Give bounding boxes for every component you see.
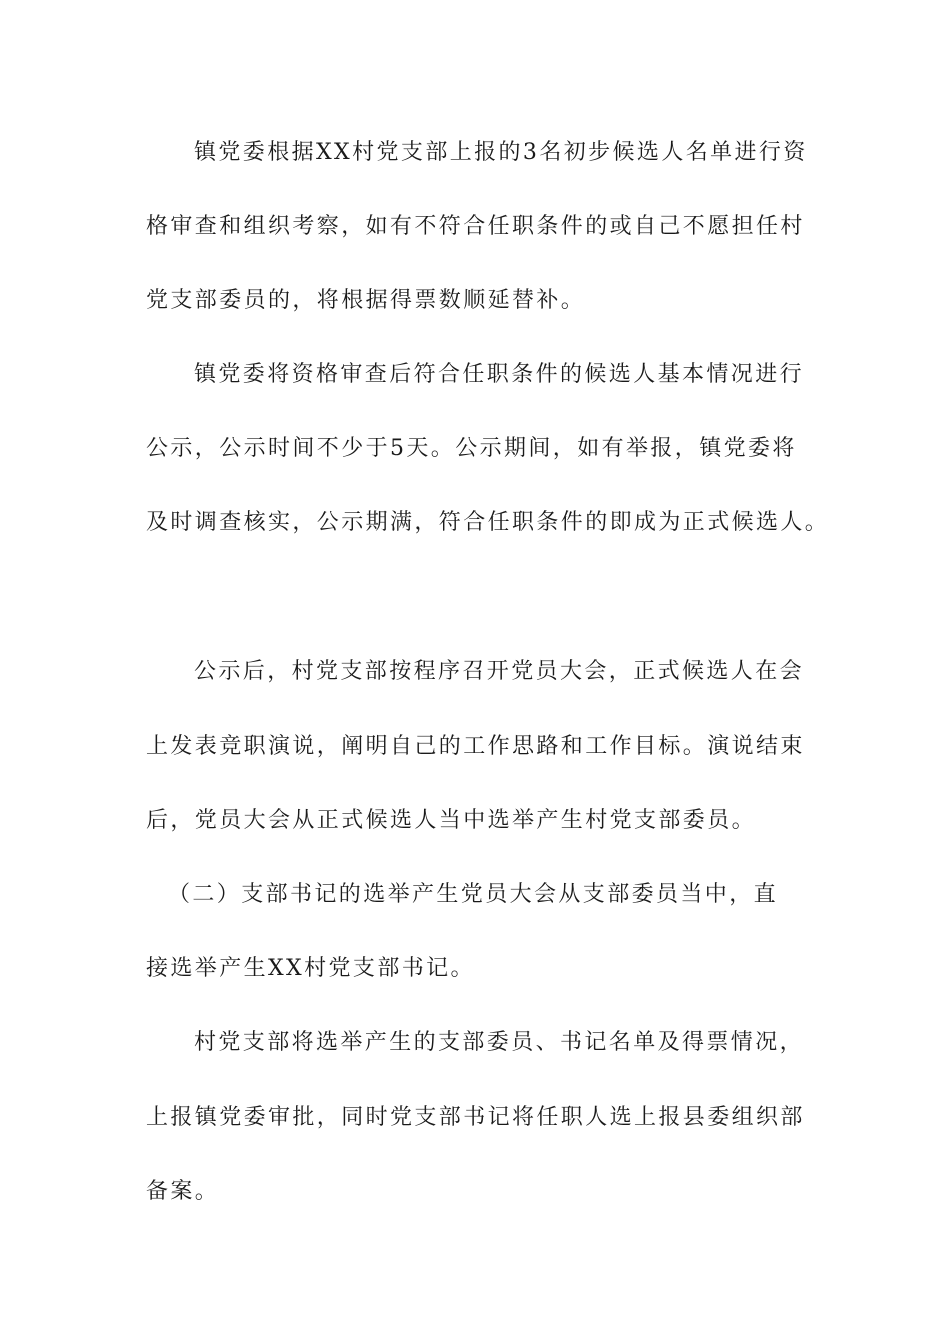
paragraph-line: （二）支部书记的选举产生党员大会从支部委员当中，直 <box>168 882 779 907</box>
paragraph-line: 公示，公示时间不少于5天。公示期间，如有举报，镇党委将 <box>146 436 797 461</box>
paragraph-line: 上发表竞职演说，阐明自己的工作思路和工作目标。演说结束 <box>146 734 805 759</box>
paragraph-line: 备案。 <box>146 1179 220 1204</box>
paragraph-line: 镇党委将资格审查后符合任职条件的候选人基本情况进行 <box>194 362 805 387</box>
paragraph-line: 格审查和组织考察，如有不符合任职条件的或自己不愿担任村 <box>146 214 805 239</box>
paragraph-line: 党支部委员的，将根据得票数顺延替补。 <box>146 288 586 313</box>
paragraph-line: 接选举产生XX村党支部书记。 <box>146 956 475 981</box>
paragraph-line: 后，党员大会从正式候选人当中选举产生村党支部委员。 <box>146 808 757 833</box>
paragraph-line: 镇党委根据XX村党支部上报的3名初步候选人名单进行资 <box>194 140 808 165</box>
paragraph-line: 村党支部将选举产生的支部委员、书记名单及得票情况， <box>194 1030 805 1055</box>
paragraph-line: 上报镇党委审批，同时党支部书记将任职人选上报县委组织部 <box>146 1105 805 1130</box>
paragraph-line: 公示后，村党支部按程序召开党员大会，正式候选人在会 <box>194 659 805 684</box>
paragraph-line: 及时调查核实，公示期满，符合任职条件的即成为正式候选人。 <box>146 510 830 535</box>
